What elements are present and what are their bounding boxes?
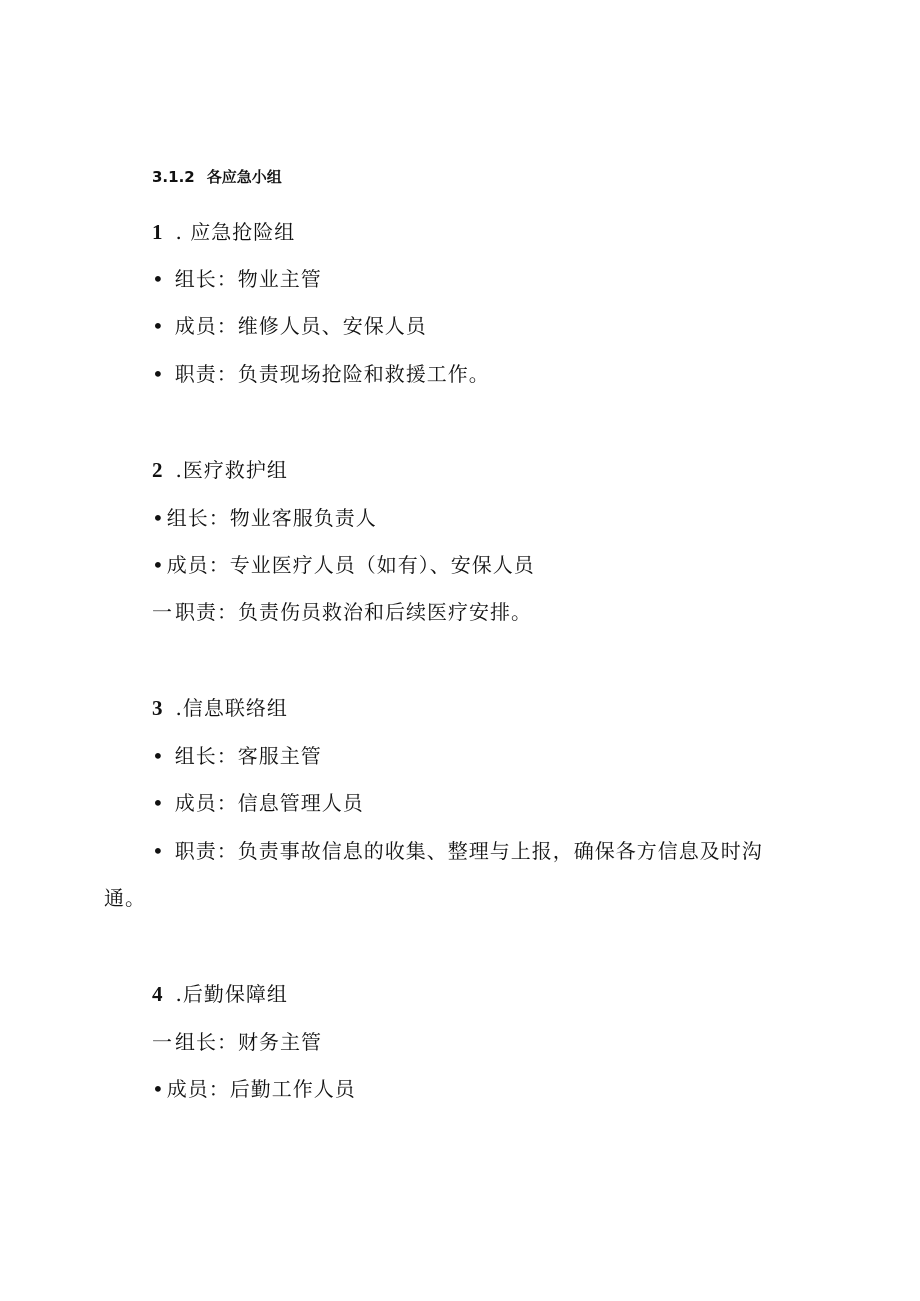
- list-item: [152, 312, 427, 340]
- list-item: [152, 1075, 356, 1103]
- list-item-continuation: [104, 884, 146, 912]
- list-item: [152, 789, 364, 817]
- section-title: 各应急小组: [206, 168, 282, 186]
- bullet-marker: •: [152, 744, 165, 768]
- list-item-text: 组长：物业主管: [174, 267, 322, 291]
- list-item-text: 通。: [104, 886, 146, 910]
- bullet-marker: •: [152, 791, 165, 815]
- bullet-marker: •: [152, 1077, 165, 1101]
- list-item-text: 组长：客服主管: [174, 744, 322, 768]
- list-item-text: 成员：维修人员、安保人员: [174, 314, 427, 338]
- section-number: 3.1.2: [152, 168, 195, 186]
- group-name: .后勤保障组: [175, 982, 288, 1006]
- group-name: . 应急抢险组: [175, 220, 296, 244]
- list-item: [152, 360, 490, 388]
- bullet-marker: •: [152, 553, 165, 577]
- group-name: .医疗救护组: [175, 458, 288, 482]
- list-item-text: 职责：负责现场抢险和救援工作。: [174, 362, 490, 386]
- list-item-text: 成员：后勤工作人员: [166, 1077, 356, 1101]
- dash-marker: 一: [152, 1030, 173, 1054]
- list-item: [152, 837, 763, 865]
- group-title: [152, 980, 288, 1008]
- group-number: 3: [152, 696, 164, 720]
- list-item-text: 成员：信息管理人员: [174, 791, 364, 815]
- list-item-text: 组长：物业客服负责人: [166, 506, 377, 530]
- list-item-text: 职责：负责伤员救治和后续医疗安排。: [175, 600, 532, 624]
- dash-marker: 一: [152, 600, 173, 624]
- bullet-marker: •: [152, 314, 165, 338]
- list-item-text: 组长：财务主管: [175, 1030, 322, 1054]
- bullet-marker: •: [152, 839, 165, 863]
- group-number: 4: [152, 982, 164, 1006]
- group-name: .信息联络组: [175, 696, 288, 720]
- bullet-marker: •: [152, 362, 165, 386]
- list-item: [152, 1028, 322, 1056]
- section-heading: [152, 166, 282, 188]
- group-number: 1: [152, 220, 164, 244]
- list-item: [152, 598, 532, 626]
- list-item: [152, 504, 377, 532]
- list-item: [152, 265, 322, 293]
- group-title: [152, 218, 295, 246]
- bullet-marker: •: [152, 506, 165, 530]
- group-number: 2: [152, 458, 164, 482]
- list-item-text: 职责：负责事故信息的收集、整理与上报，确保各方信息及时沟: [174, 839, 763, 863]
- group-title: [152, 456, 288, 484]
- bullet-marker: •: [152, 267, 165, 291]
- list-item: [152, 742, 322, 770]
- list-item-text: 成员：专业医疗人员（如有）、安保人员: [166, 553, 535, 577]
- group-title: [152, 694, 288, 722]
- list-item: [152, 551, 535, 579]
